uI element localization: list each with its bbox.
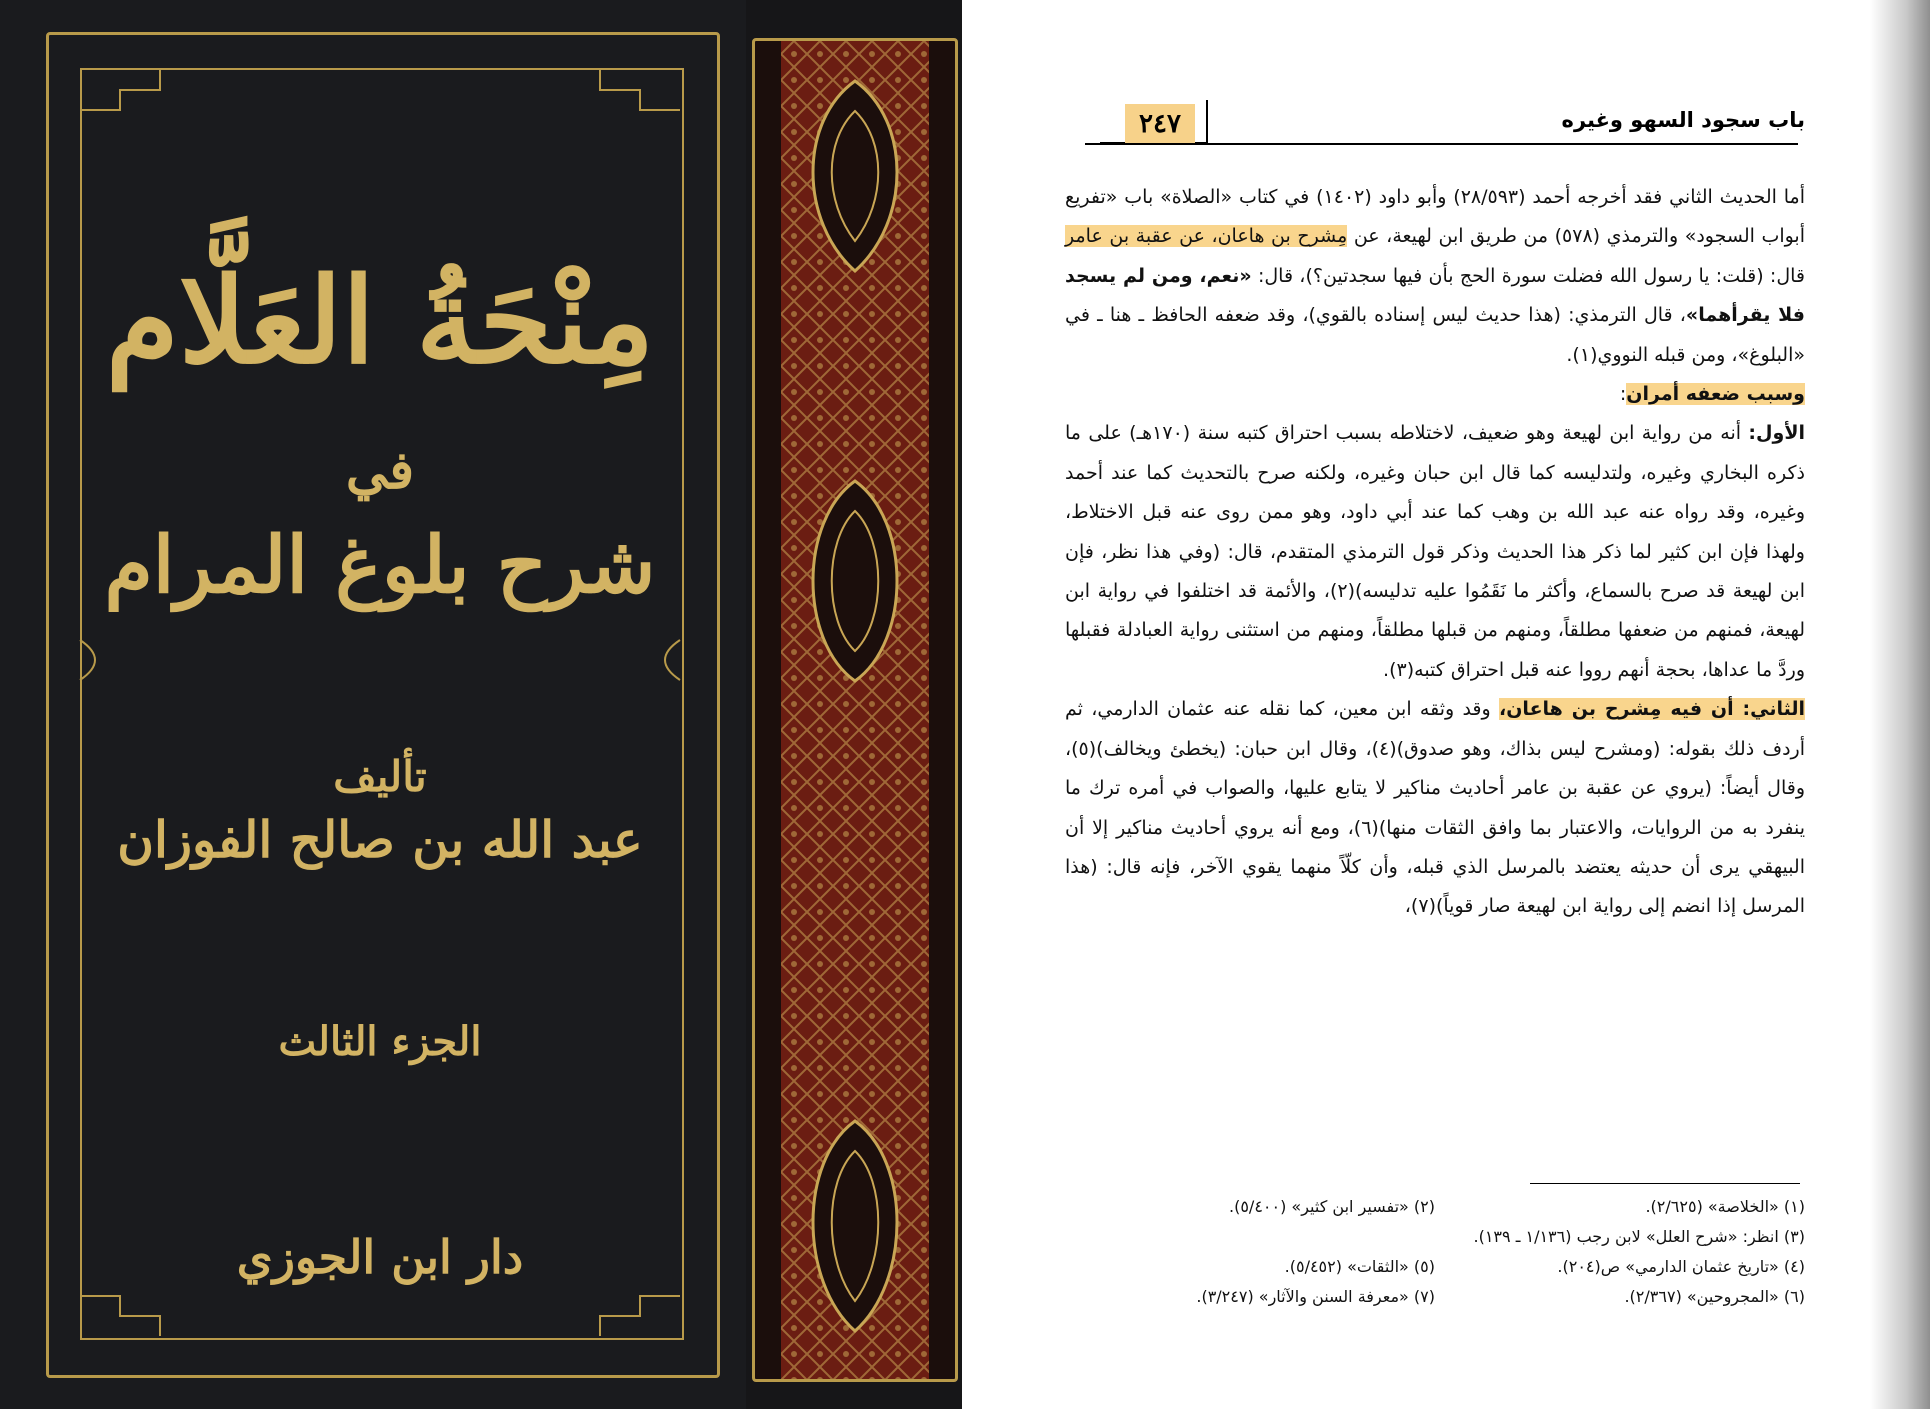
text-segment: قال: (قلت: يا رسول الله فضلت سورة الحج بأن فيها سجدتين؟)، قال: [1251,264,1806,287]
footnotes [1065,1192,1805,1312]
footnote: (٣) انظر: «شرح العلل» لابن رجب (١/١٣٦ ـ ١٣٩). [1473,1227,1805,1246]
cover-title-connector: في [345,440,415,501]
page-number: ٢٤٧ [1125,104,1195,144]
cover-subtitle: شرح بلوغ المرام [104,520,656,611]
paragraph [1065,414,1805,690]
book-spine [752,38,958,1382]
footnote: (٢) «تفسير ابن كثير» (٥/٤٠٠). [1229,1197,1435,1216]
cover-volume: الجزء الثالث [278,1018,482,1065]
running-header-title: باب سجود السهو وغيره [1561,108,1805,132]
footnote: (٧) «معرفة السنن والآثار» (٣/٢٤٧). [1196,1287,1435,1306]
text-segment: أنه من رواية ابن لهيعة وهو ضعيف، لاختلاطه بسبب احتراق كتبه سنة (١٧٠هـ) على ما ذكره البخاري وغيره، ولتدليسه كما قال ابن حبان وغيره، ولكنه صرح بالتحديث كما عند أحمد وغيره، وقد رواه عنه عبد الله بن وهب كما عند أبي داود، وهو ممن روى عنه قبل الاختلاط، ولهذا فإن ابن كثير لما ذكر هذا الحديث وذكر قول الترمذي المتقدم، قال: (وفي هذا نظر، فإن ابن لهيعة قد صرح بالسماع، وأكثر ما نَقَمُوا عليه تدليسه)(٢)، والأئمة قد اختلفوا في رواية ابن لهيعة، فمنهم من ضعفها مطلقاً، ومنهم من قبلها مطلقاً، ومنهم من استثنى رواية العبادلة فقبلها وردَّ ما عداها، بحجة أنهم رووا عنه قبل احتراق كتبه(٣). [1065,422,1805,681]
paragraph [1065,690,1805,926]
text-segment: وقد وثقه ابن معين، كما نقله عنه عثمان الدارمي، ثم أردف ذلك بقوله: (ومشرح ليس بذاك، وهو صدوق)(٤)، وقال ابن حبان: (يخطئ ويخالف)(٥)، وقال أيضاً: (يروي عن عقبة بن عامر أحاديث مناكير لا يتابع عليها، والصواب في أمره ترك ما ينفرد به من الروايات، والاعتبار بما وافق الثقات منها)(٦)، ومع أنه يروي أحاديث مناكير إلا أن البيهقي يرى أن حديثه يعتضد بالمرسل الذي قبله، وأن كلّاً منهما يقوي الآخر، فإنه قال: (هذا المرسل إذا انضم إلى رواية ابن لهيعة صار قوياً)(٧)، [1065,698,1806,918]
text-segment: «نعم، ومن لم يسجد فلا يقرأهما» [1065,264,1805,327]
highlighted-text: مِشرح بن هاعان، عن عقبة بن عامر [1065,225,1348,248]
footnote-row [1065,1192,1805,1222]
cover-authorship-label: تأليف [333,752,427,801]
book-page [970,0,1930,1409]
footnote-rule [1530,1183,1800,1184]
footnote-row [1065,1252,1805,1282]
book-cover [0,0,962,1409]
spine-lattice-ornament [781,41,929,1379]
cover-ornament [0,0,746,1409]
page-gutter-shadow [1870,0,1930,1409]
highlighted-text: وسبب ضعفه أمران [1626,383,1805,406]
paragraph [1065,375,1805,414]
footnote: (٦) «المجروحين» (٢/٣٦٧). [1624,1287,1805,1306]
cover-publisher: دار ابن الجوزي [236,1230,524,1284]
front-cover [0,0,746,1409]
footnote: (١) «الخلاصة» (٢/٦٢٥). [1645,1197,1805,1216]
header-rule [1085,143,1798,145]
footnote-row [1065,1222,1805,1252]
text-segment: ، قال الترمذي: (هذا حديث ليس إسناده بالقوي)، وقد ضعفه الحافظ ـ هنا ـ في «البلوغ»، ومن قبله النووي(١). [1065,304,1805,366]
footnote-row [1065,1282,1805,1312]
highlighted-text: الثاني: أن فيه مِشرح بن هاعان، [1499,698,1805,721]
cover-title: مِنْحَةُ العَلَّام [105,251,655,390]
footnote: (٥) «الثقات» (٥/٤٥٢). [1284,1257,1435,1276]
page-body [1065,178,1805,927]
text-segment: الأول: [1748,422,1805,445]
cover-author: عبد الله بن صالح الفوزان [117,810,643,869]
text-segment: : [1619,383,1627,406]
paragraph [1065,178,1805,375]
text-segment: أما الحديث الثاني فقد أخرجه أحمد (٢٨/٥٩٣) وأبو داود (١٤٠٢) في كتاب «الصلاة» باب «تفريع أبواب السجود» والترمذي (٥٧٨) من طريق ابن لهيعة، عن [1065,186,1805,248]
footnote: (٤) «تاريخ عثمان الدارمي» ص(٢٠٤). [1557,1257,1805,1276]
